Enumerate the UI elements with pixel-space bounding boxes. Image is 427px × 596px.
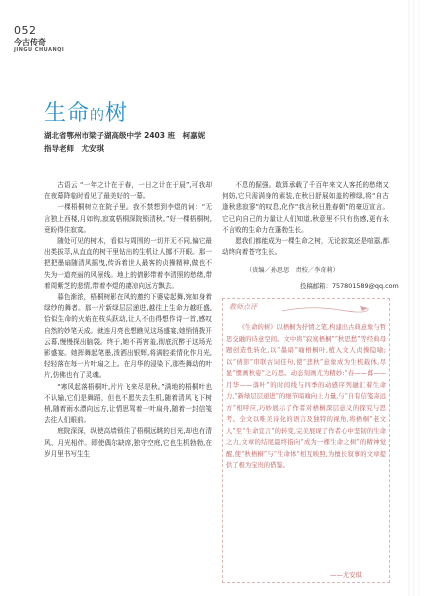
page-number: 052	[14, 24, 37, 37]
article-body-left	[44, 180, 212, 540]
article-title	[44, 96, 128, 127]
comment-signature: ——尤安琪	[330, 571, 362, 579]
title-part1: 生命	[44, 101, 91, 126]
paragraph: 随处可见的树木，看似与周围的一切并无不同,偏它最出类拔萃,从直直的树干里钻出的生机让人挪不开眼。那一把把墨扇随清风摇曳,传诉着世人最客的贞操精神,做也不失为一道亮丽的风景线。地上的倩影带着李清照的愁绪,带着周紫芝的悲情,带着李煜的凄凉向远方飘去。	[44, 237, 212, 290]
comment-paragraph: 《生命的树》以梧桐为抒情之笔,构建出古典意象与哲思交融的诗意空间。文中将“寂寞梧桐”“秋思愁”等经典母题创造性转化,以“墨扇”喻梧桐叶,植入文人贞操隐喻;以“倩影”串联古词佳句,使“悲秋”意象成为生机载体,尽显“惯画秋姿”之巧思。动态刻画尤为精妙:“春——暮——月华——落叶”的时间线与四季的动感序列融汇着生命力,“新绿层层递进”的细节暗喻向上力量,与“自有信笺寄远方”相呼应,巧妙展示了作者对梧桐深层意义的探究与思考。全文以唯美诗化的语言及独特的视角,将梧桐“老文人”至“生命宣言”的转变,完美展现了作者心中坚韧的生命之力,文章的结尾最终指向“成为一棵生命之树”的精神觉醒,使“秋梧桐”与“生命体”相互映照,为擅长叙事的文章提供了极为宝贵的借鉴。	[226, 324, 386, 469]
editor-credits: （贵编／孙思思 责校／李奇莉）	[246, 267, 339, 274]
article-body-right	[222, 180, 389, 258]
comment-text	[226, 322, 386, 472]
pen-flourish-icon	[280, 303, 370, 315]
decorative-lines-icon	[405, 0, 427, 596]
author-line: 湖北省鄂州市梁子湖高级中学 2403 班 柯嘉妮	[44, 131, 206, 140]
comment-label: 教师点评	[229, 303, 257, 311]
teacher-line: 指导老师 尤安琪	[44, 144, 104, 153]
paragraph: 暮色渐浓，梧桐树影在风的邀约下婆娑起舞,宛如身着绿纱的舞者。那一片新绿层层递进,越往上生命力越旺盛,恰似生命的火焰在枝头跃动,让人不由得想作诗一首,感叹自然的妙笔天成。就连月亮也想瞧见这场盛宴,她悄悄拨开云幕,慢慢探出脑袋。终于,她不再害羞,彻底沉醉于这场光影盛宴。她挥舞起笔墨,泼洒出银辉,将满腔柔情化作月光,轻轻落在每一片叶扇之上。在月华的浸染下,那些舞动的叶片,仿佛也有了灵魂。	[44, 293, 212, 380]
paragraph: “寒风起落梧桐叶,片片飞来尽是秋。”满地的梧桐叶也不认输,它们是舞蹈，但也不愿失去生机,随着清风飞下树梢,随着雨水漂向远方,让情思驾着一叶扁舟,随着一封信笺去往人们眼前。	[44, 382, 212, 425]
paragraph: 不息的倔强。敢算承载了千百年来文人客托的愁绪又何妨,它只需满身的素装,在秋日舒展如盖的穆绿,将“自古逢秋悲寂寥”的叹息,化作“我言秋日胜春朝”的豪迈宣言。它已向自己的力量让人们知道,秋意里不只有伤感,更有永不言败的生命力在蓬勃生长。	[222, 181, 389, 234]
paragraph: 庭院深深，纵使高墙锁住了梧桐远眺的目光,却也有清风、月光相伴。即使偶尔缺席,独守空庭,它也生机勃勃,在岁月里书写生生	[44, 427, 212, 458]
column-name: 今古传奇	[14, 38, 46, 47]
column-name-en: JINGU CHUANQI	[14, 47, 65, 53]
paragraph: 愿我们都能成为一棵生命之树，无论寂寞还是喧嚣,都动终向着苍穹生长。	[222, 237, 389, 257]
title-de: 的	[90, 108, 106, 124]
paragraph: 一棵梧桐树立在院子里。我不禁想到李煜的词：“无言独上西楼,月如钩,寂寞梧桐深院锁清秋。”好一棵梧桐树,竟盼得住寂寞。	[44, 203, 212, 234]
paragraph: 古语云 “一年之计在于春，一日之计在于晨”,可我却在夜幕降临时看见了最美好的一幕。	[44, 181, 212, 201]
title-part2: 树	[105, 101, 129, 126]
submission-email: 投稿邮箱：757801589@qq.com	[300, 282, 399, 290]
